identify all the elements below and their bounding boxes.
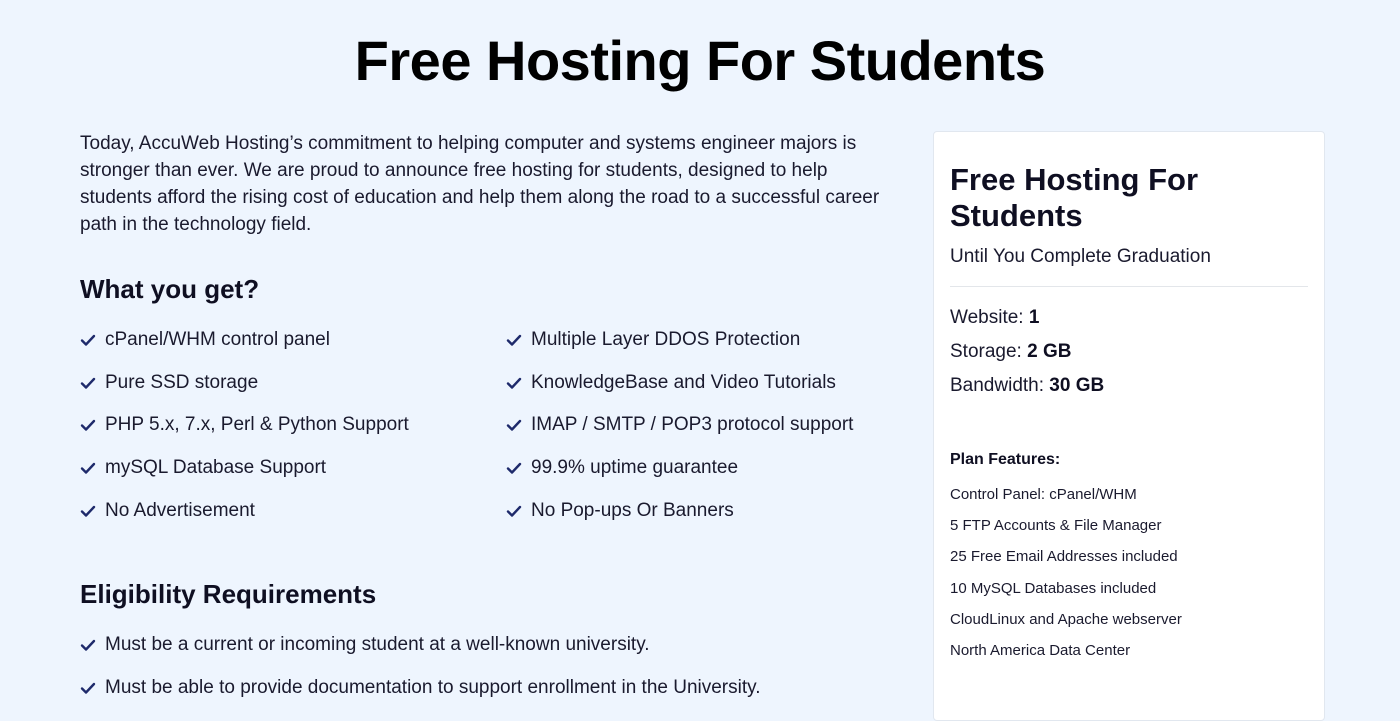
plan-feature-item: 5 FTP Accounts & File Manager [950, 517, 1162, 535]
eligibility-label: Must be able to provide documentation to support enrollment in the University. [105, 676, 761, 698]
plan-feature-item: 25 Free Email Addresses included [950, 548, 1178, 566]
plan-feature-item: CloudLinux and Apache webserver [950, 610, 1182, 628]
feature-item [506, 362, 906, 405]
feature-label: IMAP / SMTP / POP3 protocol support [531, 414, 854, 436]
check-icon [506, 375, 522, 391]
page-title: Free Hosting For Students [354, 29, 1046, 92]
check-icon [80, 417, 96, 433]
intro-paragraph: Today, AccuWeb Hosting’s commitment to helping computer and systems engineer majors is stronger than ever. We are proud to announce free hosting for students, designed to help students afford the rising cost of education and help them along the road to a successful career path in the technology field. [80, 133, 880, 235]
feature-item [506, 404, 906, 447]
check-icon [506, 417, 522, 433]
plan-feature-item: North America Data Center [950, 642, 1131, 660]
feature-label: mySQL Database Support [105, 457, 327, 479]
feature-item [80, 362, 506, 405]
eligibility-item [80, 624, 910, 667]
card-divider [950, 286, 1308, 287]
check-icon [80, 680, 96, 696]
check-icon [506, 332, 522, 348]
eligibility-heading: Eligibility Requirements [80, 578, 377, 609]
feature-item [506, 447, 906, 490]
plan-feature-item: 10 MySQL Databases included [950, 579, 1157, 597]
feature-item [80, 489, 506, 532]
feature-label: PHP 5.x, 7.x, Perl & Python Support [105, 414, 409, 436]
plan-specs [950, 301, 1308, 403]
plan-feature-item: Control Panel: cPanel/WHM [950, 486, 1137, 503]
check-icon [80, 503, 96, 519]
feature-label: 99.9% uptime guarantee [531, 457, 739, 479]
plan-card [933, 131, 1325, 721]
feature-label: KnowledgeBase and Video Tutorials [531, 371, 836, 393]
spec-label: Bandwidth: [950, 375, 1045, 396]
main-content [80, 130, 910, 709]
feature-item [506, 489, 906, 532]
spec-label: Website: [950, 307, 1024, 328]
spec-value: 30 GB [1049, 375, 1105, 396]
feature-item [80, 447, 506, 490]
spec-label: Storage: [950, 341, 1022, 362]
spec-value: 1 [1028, 307, 1040, 328]
feature-item [506, 319, 906, 362]
check-icon [506, 503, 522, 519]
feature-item [80, 319, 506, 362]
spec-bandwidth [950, 369, 1308, 403]
check-icon [80, 460, 96, 476]
eligibility-list [80, 624, 910, 709]
spec-storage [950, 335, 1308, 369]
feature-label: Multiple Layer DDOS Protection [531, 329, 801, 351]
eligibility-label: Must be a current or incoming student at a well-known university. [105, 634, 650, 656]
features-list [80, 319, 910, 532]
feature-label: Pure SSD storage [105, 371, 259, 393]
check-icon [80, 637, 96, 653]
spec-website [950, 301, 1308, 335]
check-icon [506, 460, 522, 476]
card-subtitle: Until You Complete Graduation [950, 246, 1211, 267]
plan-features-list [950, 479, 1308, 666]
what-you-get-heading: What you get? [80, 274, 260, 304]
feature-label: No Advertisement [105, 499, 255, 521]
plan-features-heading: Plan Features: [950, 451, 1061, 468]
check-icon [80, 332, 96, 348]
card-title: Free Hosting For Students [950, 162, 1199, 233]
feature-label: No Pop-ups Or Banners [531, 499, 734, 521]
feature-item [80, 404, 506, 447]
feature-label: cPanel/WHM control panel [105, 329, 330, 351]
spec-value: 2 GB [1027, 341, 1072, 362]
check-icon [80, 375, 96, 391]
